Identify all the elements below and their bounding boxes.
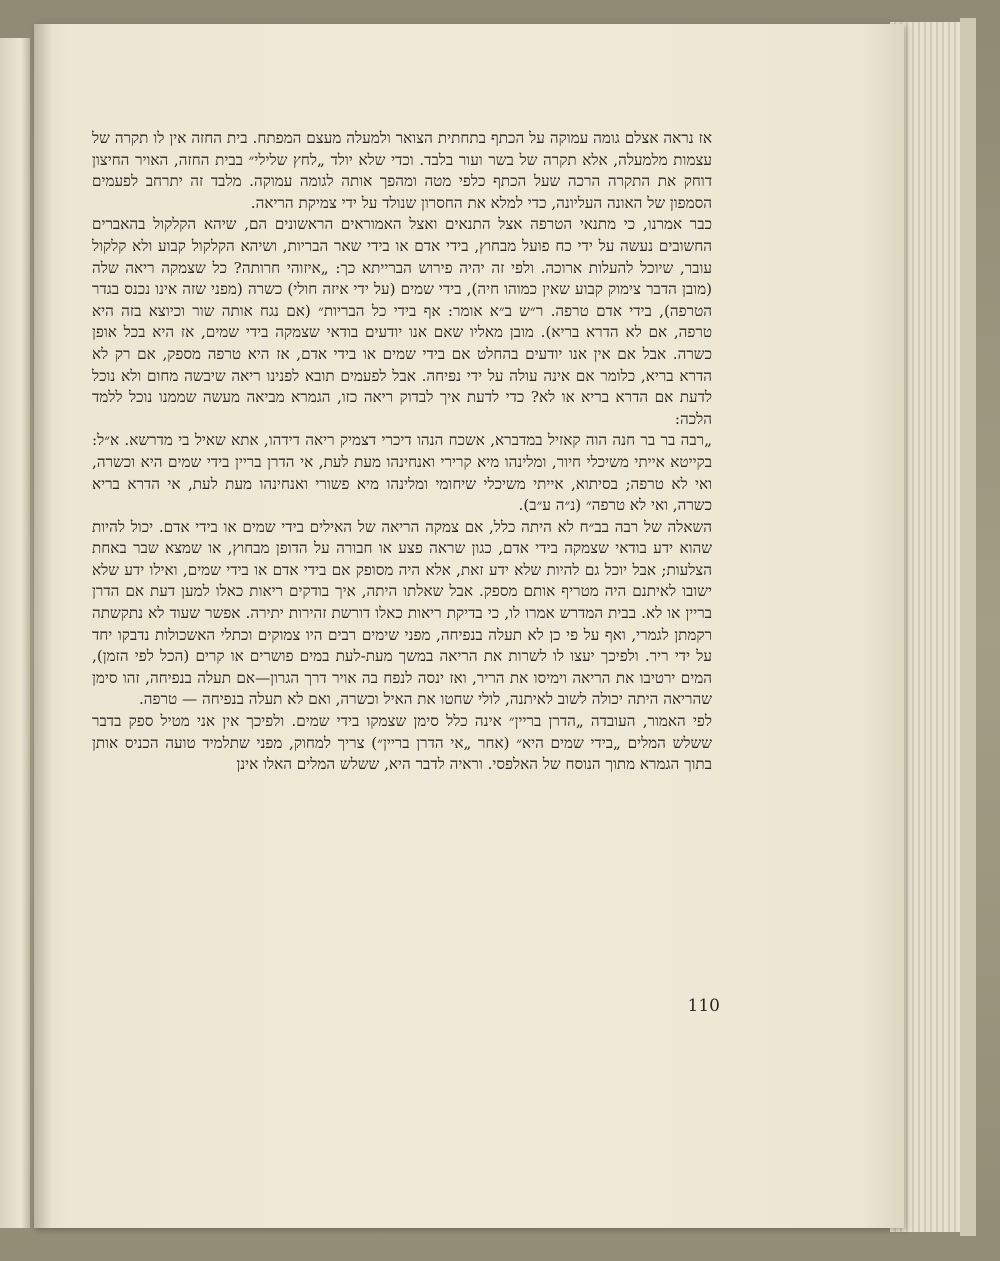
page-text	[92, 128, 712, 776]
paragraph: כבר אמרנו, כי מתנאי הטרפה אצל התנאים ואצל האמוראים הראשונים הם, שיהא הקלקול בהאברים החשובים נעשה על ידי כח פועל מבחוץ, בידי אדם או בידי שאר הבריות, ושיהא הקלקול קבוע ולא קלקול עובר, שיוכל להעלות ארוכה. ולפי זה יהיה פירוש הברייתא כך: „איזוהי חרותה? כל שצמקה ריאה שלה (מובן הדבר צימוק קבוע שאין כמוהו חיה), בידי שמים (על ידי איזה חולי) כשרה (מפני שזה אינו נכנס בגדר הטרפה), בידי אדם טרפה. ר״ש ב״א אומר: אף בידי כל הבריות״ (אם נגח אותה שור וכיוצא בזה היא טרפה, אם לא הדרא בריא). מובן מאליו שאם אנו יודעים בודאי שצמקה בידי שמים, אז היא בכל אופן כשרה. אבל אם אין אנו יודעים בהחלט אם בידי שמים או בידי אדם, אז היא טרפה מספק, אם רק לא הדרא בריא, כלומר אם אינה עולה על ידי נפיחה. אבל לפעמים תובא לפנינו ריאה שיבשה מחום ולא נוכל לדעת אם הדרא בריא או לא? כדי לדעת איך לבדוק ריאה כזו, הגמרא מביאה מעשה שממנו נוכל ללמד הלכה:	[92, 215, 712, 428]
paragraph: השאלה של רבה בב״ח לא היתה כלל, אם צמקה הריאה של האילים בידי שמים או בידי אדם. יכול להיות שהוא ידע בודאי שצמקה בידי אדם, כגון שראה פצע או חבורה על הדופן מבחוץ, או שמצא שבר באחת הצלעות; אבל יוכל גם להיות שלא ידע זאת, אלא היה מסופק אם בידי אדם או בידי שמים, ואילו ידע שלא ישובו לאיתנם היה מטריף אותם מספק. אבל שאלתו היתה, איך בודקים ריאות כאלו למען דעת אם הדרן בריין או לא. בבית המדרש אמרו לו, כי בדיקת ריאות כאלו דורשת זהירות יתירה. אפשר שעוד לא נתקשתה רקמתן לגמרי, ואף על פי כן לא תעלה בנפיחה, מפני שימים רבים היו צמוקים וכתלי האשכולות נדבקו יחד על ידי ריר. ולפיכך יעצו לו לשרות את הריאה במשך מעת-לעת במים פושרים או קרים (הכל לפי הזמן), המים ירטיבו את הריאה וימיסו את הריר, ואז ינסה לנפח בה אויר דרך הגרון—אם תעלה בנפיחה, זהו סימן שהריאה היתה יכולה לשוב לאיתנה, לולי שחטו את האיל וכשרה, ואם לא תעלה בנפיחה — טרפה.	[92, 517, 712, 709]
paragraph: אז נראה אצלם גומה עמוקה על הכתף בתחתית הצואר ולמעלה מעצם המפתח. בית החזה אין לו תקרה של עצמות מלמעלה, אלא תקרה של בשר ועור בלבד. וכדי שלא יולד „לחץ שלילי״ בבית החזה, האויר החיצון דוחק את התקרה הרכה שעל הכתף כלפי מטה ומהפך אותה לגומה עמוקה. מלבד זה יתרחב לפעמים הסמפון של האונה העליונה, כדי למלא את החסרון שנולד על ידי צמיקת הריאה.	[92, 129, 712, 212]
paragraph: לפי האמור, העובדה „הדרן בריין״ אינה כלל סימן שצמקו בידי שמים. ולפיכך אין אני מטיל ספק בדבר ששלש המלים „בידי שמים היא״ (אחר „אי הדרן בריין״) צריך למחוק, מפני שתלמיד טועה הכניס אותן בתוך הגמרא מתוך הנוסח של האלפסי. וראיה לדבר היא, ששלש המלים האלו אינן	[92, 712, 712, 774]
previous-page-edge	[0, 38, 30, 1228]
spine-shadow	[34, 24, 52, 1228]
paragraph: „רבה בר בר חנה הוה קאזיל במדברא, אשכח הנהו דיכרי דצמיק ריאה דידהו, אתא שאיל בי מדרשא. א״ל: בקייטא אייתי משיכלי חיור, ומלינהו מיא קרירי ואנחינהו מעת לעת, אי הדרן בריין בידי שמים היא וכשרה, ואי לא טרפה; בסיתוא, אייתי משיכלי שיחומי ומלינהו מיא פשורי ואנחינהו מעת לעת, אי הדרא בריא כשרה, ואי לא טרפה״ (נ״ה ע״ב).	[92, 431, 712, 515]
page-number: 110	[687, 996, 720, 1016]
book-cover-edge	[960, 18, 976, 1236]
